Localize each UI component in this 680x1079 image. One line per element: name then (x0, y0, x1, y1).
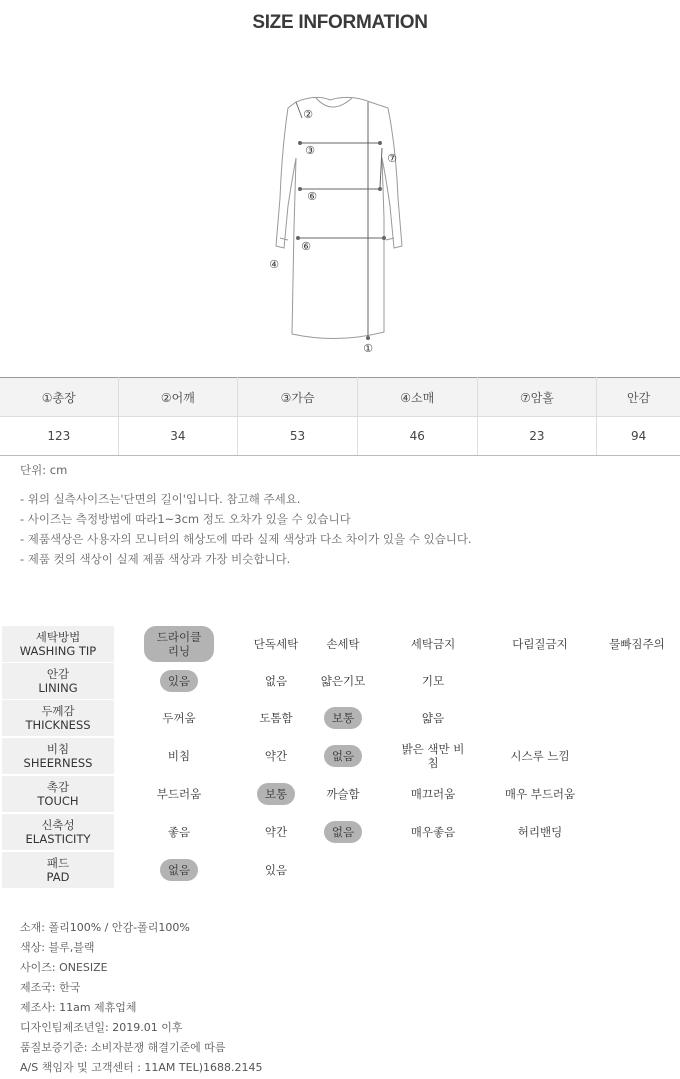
info-warranty: 품질보증기준: 소비자분쟁 해결기준에 따름 (20, 1041, 226, 1054)
marker-armhole: ⑦ (387, 152, 397, 165)
care-label-en: TOUCH (37, 794, 79, 808)
info-manufacturer: 제조사: 11am 제휴업체 (20, 1001, 137, 1014)
header-chest: ③가슴 (238, 378, 358, 417)
care-row (0, 814, 680, 850)
marker-hem: ⑥ (301, 240, 311, 253)
care-option-text: 다림질금지 (512, 637, 568, 651)
care-option-text: 약간 (264, 825, 288, 839)
care-option-text: 비침 (167, 749, 191, 763)
care-option (397, 814, 469, 850)
care-option-text: 좋음 (167, 825, 191, 839)
care-option-text: 부드러움 (156, 787, 202, 801)
care-option-text: 두꺼움 (162, 711, 196, 725)
care-option-text: 까슬함 (326, 787, 360, 801)
care-option (308, 626, 378, 662)
care-option (144, 776, 214, 812)
value-lining: 94 (597, 417, 680, 456)
care-option-text: 세탁금지 (410, 637, 456, 651)
care-option (504, 776, 576, 812)
product-info (20, 918, 263, 1078)
marker-chest: ③ (305, 144, 315, 157)
care-row-label (2, 663, 114, 699)
care-label-en: THICKNESS (25, 718, 91, 732)
care-option (397, 738, 469, 774)
care-option (308, 700, 378, 736)
info-country: 제조국: 한국 (20, 981, 81, 994)
care-option-text: 기모 (421, 674, 445, 688)
marker-total-length: ① (363, 342, 373, 355)
care-label-ko: 패드 (46, 856, 70, 870)
care-label-en: SHEERNESS (23, 756, 93, 770)
care-option (241, 663, 311, 699)
care-option-selected: 드라이클리닝 (144, 626, 214, 662)
care-option-text: 손세탁 (326, 637, 360, 651)
info-date: 디자인팀제조년일: 2019.01 이후 (20, 1021, 183, 1034)
care-option (241, 776, 311, 812)
page-title: SIZE INFORMATION (252, 12, 428, 33)
care-label-ko: 촉감 (46, 780, 70, 794)
info-material: 소재: 폴리100% / 안감-폴리100% (20, 921, 190, 934)
care-option-text: 허리밴딩 (517, 825, 563, 839)
header-armhole: ⑦암홀 (477, 378, 597, 417)
care-option (144, 852, 214, 888)
size-table-header (0, 378, 680, 417)
unit-label: 단위: cm (20, 463, 68, 477)
marker-waist: ⑥ (307, 190, 317, 203)
care-option (504, 814, 576, 850)
dress-size-diagram (258, 88, 418, 358)
care-row-label (2, 700, 114, 736)
value-shoulder: 34 (118, 417, 238, 456)
care-option-text: 없음 (264, 674, 288, 688)
care-option (504, 626, 576, 662)
info-customer-service: A/S 책임자 및 고객센터 : 11AM TEL)1688.2145 (20, 1061, 263, 1074)
header-lining: 안감 (597, 378, 680, 417)
care-option-text: 있음 (264, 863, 288, 877)
care-option (241, 738, 311, 774)
care-option-text: 얇음 (421, 711, 445, 725)
care-row-label (2, 626, 114, 662)
care-option-text: 매우좋음 (410, 825, 456, 839)
care-option (308, 776, 378, 812)
note-item: - 위의 실측사이즈는'단면의 길이'입니다. 참고해 주세요. (20, 492, 301, 506)
marker-shoulder: ② (303, 108, 313, 121)
value-sleeve: 46 (357, 417, 477, 456)
care-option-text: 밝은 색만 비침 (401, 742, 465, 770)
care-option-text: 매끄러움 (410, 787, 456, 801)
info-color: 색상: 블루,블랙 (20, 941, 95, 954)
header-shoulder: ②어깨 (118, 378, 238, 417)
care-label-en: WASHING TIP (19, 644, 97, 658)
care-option-selected: 없음 (324, 745, 362, 767)
care-option (597, 626, 677, 662)
care-label-ko: 신축성 (41, 818, 75, 832)
care-option (308, 663, 378, 699)
care-row (0, 663, 680, 699)
care-option-text: 얇은기모 (320, 674, 366, 688)
care-row-label (2, 738, 114, 774)
care-option-selected: 없음 (160, 859, 198, 881)
care-option (144, 626, 214, 662)
care-option (241, 814, 311, 850)
care-option-selected: 없음 (324, 821, 362, 843)
value-armhole: 23 (477, 417, 597, 456)
care-option (308, 814, 378, 850)
care-label-ko: 세탁방법 (35, 630, 81, 644)
note-item: - 제품색상은 사용자의 모니터의 해상도에 따라 실제 색상과 다소 차이가 있을 수 있습니다. (20, 532, 472, 546)
size-table (0, 377, 680, 456)
care-option (308, 738, 378, 774)
care-option-selected: 보통 (257, 783, 295, 805)
care-option (397, 663, 469, 699)
care-option (397, 626, 469, 662)
care-option-text: 도톰함 (259, 711, 293, 725)
care-option (397, 700, 469, 736)
header-total-length: ①총장 (0, 378, 118, 417)
note-item: - 제품 컷의 색상이 실제 제품 색상과 가장 비슷합니다. (20, 552, 291, 566)
care-option-selected: 보통 (324, 707, 362, 729)
care-option (144, 814, 214, 850)
value-chest: 53 (238, 417, 358, 456)
care-row-label (2, 776, 114, 812)
care-option (144, 663, 214, 699)
care-label-ko: 두께감 (41, 704, 75, 718)
care-option-text: 단독세탁 (253, 637, 299, 651)
care-row-label (2, 814, 114, 850)
care-row (0, 700, 680, 736)
care-label-ko: 안감 (46, 667, 70, 681)
care-label-en: LINING (38, 681, 78, 695)
care-option (144, 738, 214, 774)
care-option (241, 852, 311, 888)
care-option-text: 매우 부드러움 (504, 787, 576, 801)
header-sleeve: ④소매 (357, 378, 477, 417)
care-row (0, 626, 680, 662)
value-total-length: 123 (0, 417, 118, 456)
care-row (0, 852, 680, 888)
care-row (0, 738, 680, 774)
care-option (397, 776, 469, 812)
care-option (504, 738, 576, 774)
marker-sleeve: ④ (269, 258, 279, 271)
care-option (241, 700, 311, 736)
care-row (0, 776, 680, 812)
info-size: 사이즈: ONESIZE (20, 961, 108, 974)
care-option-text: 물빠짐주의 (609, 637, 665, 651)
care-row-label (2, 852, 114, 888)
size-notes (20, 489, 472, 569)
size-table-values (0, 417, 680, 456)
care-label-en: PAD (46, 870, 70, 884)
care-option (241, 626, 311, 662)
care-option-text: 약간 (264, 749, 288, 763)
care-option (144, 700, 214, 736)
care-label-en: ELASTICITY (25, 832, 91, 846)
care-label-ko: 비침 (46, 742, 70, 756)
care-option-selected: 있음 (160, 670, 198, 692)
care-option-text: 시스루 느낌 (510, 749, 570, 763)
note-item: - 사이즈는 측정방법에 따라1~3cm 정도 오차가 있을 수 있습니다 (20, 512, 351, 526)
